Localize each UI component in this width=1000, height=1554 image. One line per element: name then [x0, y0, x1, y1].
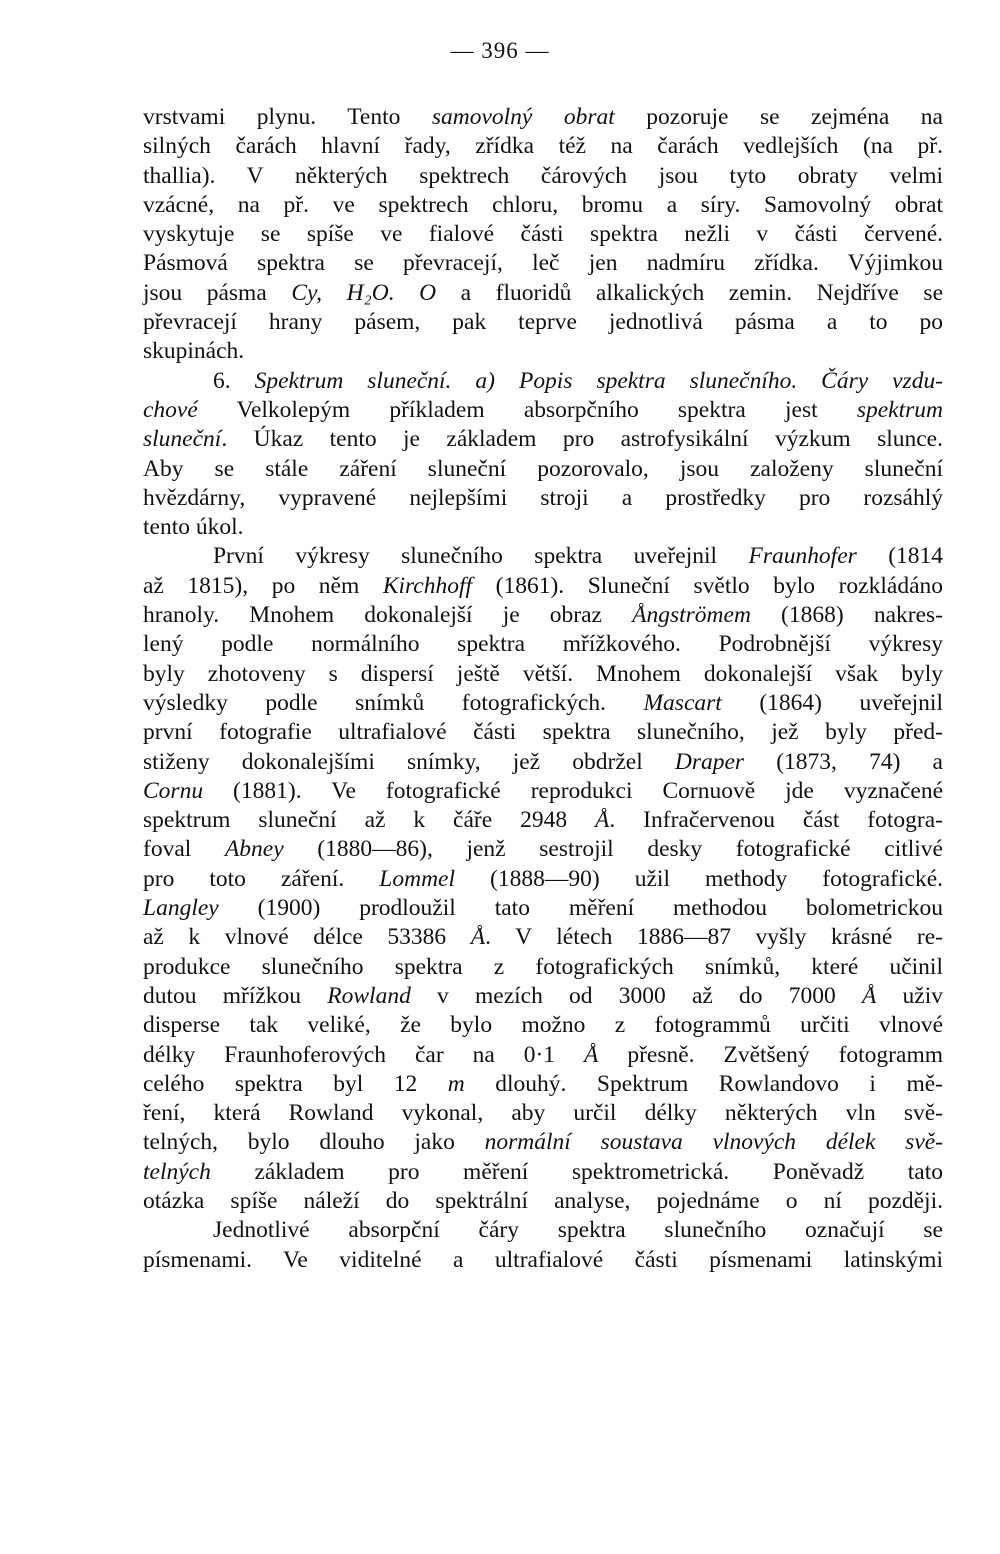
- text-segment: (1888—90) užil methody fotografické.: [455, 865, 943, 892]
- text-segment: ření, která Rowland vykonal, aby určil délky některých vln svě-: [143, 1100, 943, 1127]
- italic-text: Draper: [674, 748, 745, 775]
- text-line: [143, 806, 943, 835]
- text-segment: byly zhotoveny s dispersí ještě větší. Mnohem dokonalejší však byly: [143, 660, 943, 687]
- text-segment: vzácné, na př. ve spektrech chloru, bromu a síry. Samovolný obrat: [143, 191, 943, 218]
- text-line: [143, 689, 943, 718]
- text-segment: hvězdárny, vypravené nejlepšími stroji a prostředky pro rozsáhlý: [143, 484, 943, 511]
- text-segment: telných, bylo dlouho jako: [143, 1129, 485, 1156]
- text-line: [143, 1128, 943, 1157]
- italic-text: Fraunhofer: [748, 543, 857, 570]
- text-segment: písmenami. Ve viditelné a ultrafialové části písmenami latinskými: [143, 1246, 943, 1273]
- text-segment: až k vlnové délce 53386: [143, 924, 471, 951]
- text-line: [143, 865, 943, 894]
- text-segment: První výkresy slunečního spektra uveřejnil: [213, 543, 749, 570]
- italic-text: chové: [143, 396, 198, 423]
- italic-text: Å: [861, 982, 877, 1009]
- text-segment: 6.: [213, 367, 255, 394]
- text-segment: . Infračervenou část fotogra-: [609, 807, 943, 834]
- text-segment: foval: [143, 836, 225, 863]
- italic-text: Mascart: [643, 689, 722, 716]
- text-segment: (1864) uveřejnil: [721, 689, 943, 716]
- text-line: [143, 835, 943, 864]
- text-line: [143, 953, 943, 982]
- text-segment: základem pro měření spektrometrická. Poněvadž tato: [210, 1158, 943, 1185]
- text-line: [143, 748, 943, 777]
- text-line: [143, 660, 943, 689]
- italic-text: Langley: [143, 895, 219, 922]
- text-segment: (1873, 74) a: [744, 748, 943, 775]
- text-segment: vrstvami plynu. Tento: [143, 104, 432, 130]
- italic-text: m: [447, 1070, 465, 1097]
- text-line: [143, 132, 943, 161]
- text-line: [143, 1041, 943, 1070]
- text-line: [143, 1070, 943, 1099]
- text-segment: (1868) nakres-: [750, 602, 943, 629]
- text-line: [143, 718, 943, 747]
- text-segment: lený podle normálního spektra mřížkového. Podrobnější výkresy: [143, 631, 943, 658]
- text-segment: spektrum sluneční až k čáře 2948: [143, 807, 596, 834]
- text-line: [143, 308, 943, 337]
- italic-text: Lommel: [379, 865, 456, 892]
- italic-text: spektrum: [856, 396, 943, 423]
- text-segment: thallia). V některých spektrech čárových jsou tyto obraty velmi: [143, 162, 943, 189]
- text-line: [143, 1158, 943, 1187]
- text-line: [143, 249, 943, 278]
- text-segment: otázka spíše náleží do spektrální analyse, pojednáme o ní později.: [143, 1187, 943, 1214]
- text-segment: Pásmová spektra se převracejí, leč jen nadmíru zřídka. Výjimkou: [143, 250, 943, 277]
- text-line: [143, 484, 943, 513]
- italic-text: Cornu: [143, 777, 204, 804]
- italic-text: Å: [595, 807, 610, 834]
- text-segment: celého spektra byl 12: [143, 1070, 448, 1097]
- italic-text: telných: [143, 1158, 211, 1185]
- text-line: [143, 777, 943, 806]
- text-segment: (1861). Sluneční světlo bylo rozkládáno: [472, 572, 943, 599]
- text-segment: délky Fraunhoferových čar na 0·1: [143, 1041, 585, 1068]
- text-line: [143, 894, 943, 923]
- text-segment: (1814: [856, 543, 943, 570]
- text-segment: přesně. Zvětšený fotogramm: [598, 1041, 943, 1068]
- text-line: [143, 1246, 943, 1275]
- text-segment: jsou pásma: [143, 279, 292, 306]
- text-line: [143, 542, 943, 571]
- text-segment: pozoruje se zejména na: [614, 104, 943, 130]
- text-segment: Jednotlivé absorpční čáry spektra slunečního označují se: [213, 1217, 943, 1244]
- text-segment: skupinách.: [143, 338, 245, 365]
- text-line: [143, 601, 943, 630]
- italic-text: Spektrum sluneční. a) Popis spektra slunečního. Čáry vzdu-: [254, 367, 944, 394]
- italic-text: Cy, H₂O. O: [291, 279, 437, 306]
- text-segment: tento úkol.: [143, 514, 244, 541]
- text-line: [143, 220, 943, 249]
- text-segment: silných čarách hlavní řady, zřídka též na čarách vedlejších (na př.: [143, 133, 943, 160]
- italic-text: sluneční: [143, 426, 222, 453]
- page-number: — 396 —: [450, 38, 550, 63]
- text-line: [143, 367, 943, 396]
- italic-text: Ångströmem: [632, 602, 751, 629]
- text-segment: (1881). Ve fotografické reprodukci Cornuově jde vyznačené: [203, 777, 943, 804]
- text-segment: dutou mřížkou: [143, 982, 328, 1009]
- text-segment: v mezích od 3000 až do 7000: [410, 982, 862, 1009]
- text-segment: uživ: [876, 982, 943, 1009]
- text-line: [143, 572, 943, 601]
- text-segment: dlouhý. Spektrum Rowlandovo i mě-: [464, 1070, 943, 1097]
- text-segment: výsledky podle snímků fotografických.: [143, 689, 644, 716]
- text-line: [143, 396, 943, 425]
- text-segment: Velkolepým příkladem absorpčního spektra jest: [197, 396, 857, 423]
- text-segment: až 1815), po něm: [143, 572, 383, 599]
- body-text: [143, 103, 943, 1275]
- text-segment: Aby se stále záření sluneční pozorovalo, jsou založeny sluneční: [143, 455, 943, 482]
- text-segment: (1900) prodloužil tato měření methodou bolometrickou: [218, 895, 943, 922]
- text-line: [143, 455, 943, 484]
- text-line: [143, 279, 943, 308]
- text-line: [143, 1011, 943, 1040]
- italic-text: Å: [470, 924, 486, 951]
- text-line: [143, 923, 943, 952]
- text-segment: vyskytuje se spíše ve fialové části spektra nežli v části červené.: [143, 221, 943, 248]
- text-segment: první fotografie ultrafialové části spektra slunečního, jež byly před-: [143, 719, 943, 746]
- text-line: [143, 191, 943, 220]
- text-line: [143, 337, 943, 366]
- text-segment: produkce slunečního spektra z fotografických snímků, které učinil: [143, 953, 943, 980]
- italic-text: Å: [584, 1041, 599, 1068]
- text-line: [143, 630, 943, 659]
- text-line: [143, 513, 943, 542]
- text-segment: disperse tak veliké, že bylo možno z fotogrammů určiti vlnové: [143, 1012, 943, 1039]
- text-line: [143, 425, 943, 454]
- text-line: [143, 103, 943, 132]
- text-line: [143, 162, 943, 191]
- text-line: [143, 1099, 943, 1128]
- text-segment: převracejí hrany pásem, pak teprve jednotlivá pásma a to po: [143, 309, 943, 336]
- text-segment: a fluoridů alkalických zemin. Nejdříve se: [436, 279, 943, 306]
- text-line: [143, 1216, 943, 1245]
- italic-text: Rowland: [327, 982, 411, 1009]
- text-segment: stiženy dokonalejšími snímky, jež obdržel: [143, 748, 675, 775]
- text-segment: . V létech 1886—87 vyšly krásné re-: [485, 924, 943, 951]
- italic-text: normální soustava vlnových délek svě-: [484, 1129, 943, 1156]
- text-segment: pro toto záření.: [143, 865, 380, 892]
- text-line: [143, 982, 943, 1011]
- text-segment: (1880—86), jenž sestrojil desky fotografické citlivé: [283, 836, 943, 863]
- italic-text: Kirchhoff: [382, 572, 473, 599]
- text-segment: hranoly. Mnohem dokonalejší je obraz: [143, 602, 633, 629]
- italic-text: Abney: [224, 836, 284, 863]
- italic-text: samovolný obrat: [431, 104, 615, 130]
- text-line: [143, 1187, 943, 1216]
- text-segment: . Úkaz tento je základem pro astrofysikální výzkum slunce.: [221, 426, 943, 453]
